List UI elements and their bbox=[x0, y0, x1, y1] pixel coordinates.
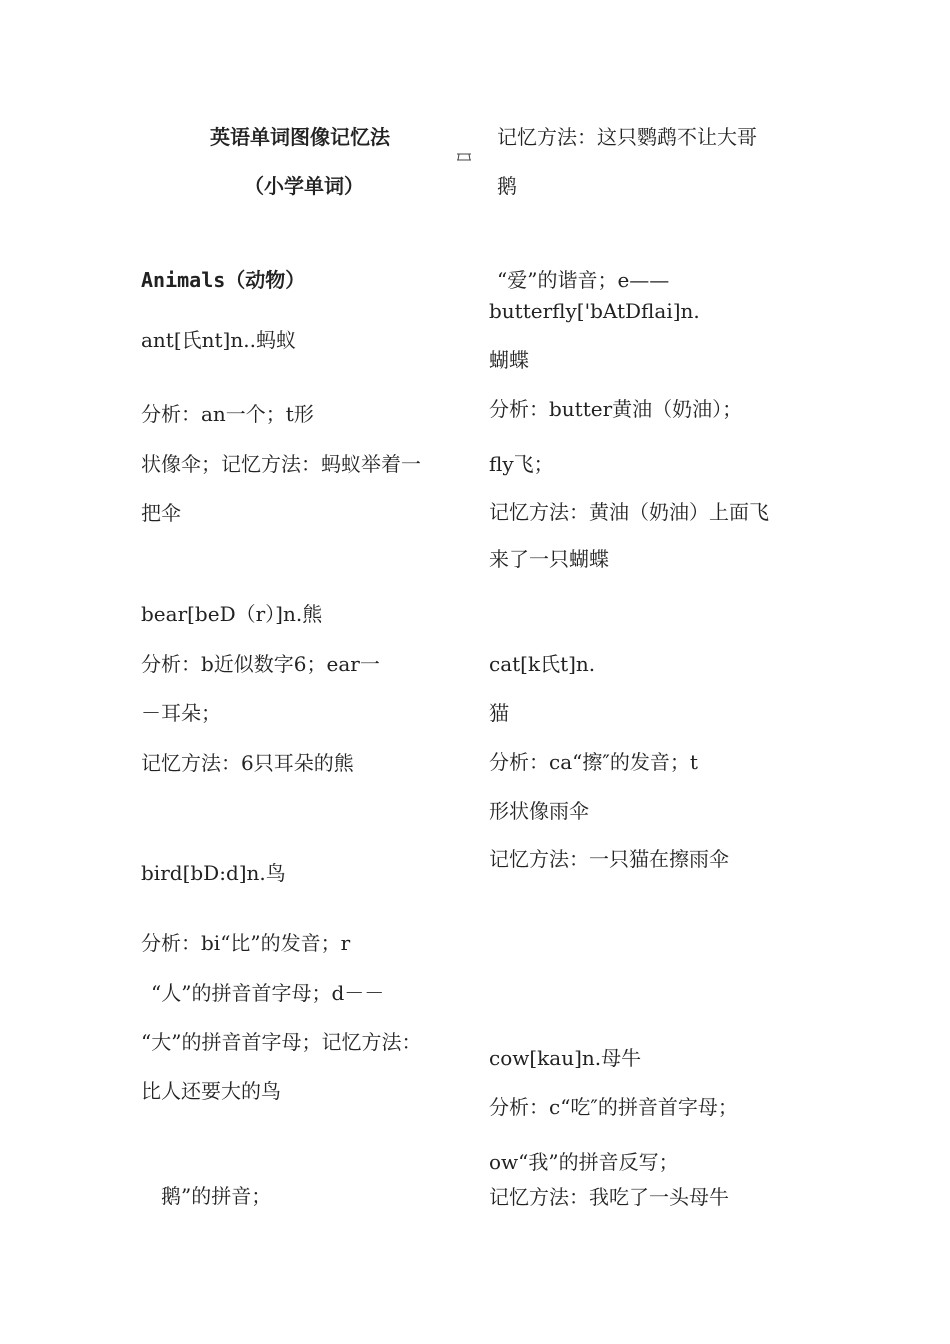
bird-analysis-cont-2: “大”的拼音首字母；记忆方法： bbox=[141, 1030, 422, 1054]
parrot-memory-cont: 鹅 bbox=[497, 174, 517, 198]
word-bird: bird[bD:d]n.鸟 bbox=[141, 861, 286, 885]
goose-fragment: 鹅”的拼音； bbox=[161, 1184, 272, 1208]
butterfly-memory-cont: 来了一只蝴蝶 bbox=[489, 547, 609, 571]
ant-analysis-cont: 状像伞；记忆方法：蚂蚁举着一 bbox=[141, 452, 421, 476]
ant-memory-cont: 把伞 bbox=[141, 501, 181, 525]
word-cat: cat[k氏t]n. bbox=[489, 652, 596, 676]
cow-analysis-cont: ow“我”的拼音反写； bbox=[489, 1150, 679, 1174]
bird-analysis: 分析：bi“比”的发音；r bbox=[141, 931, 351, 955]
ai-homophone: “爱”的谐音；e—— bbox=[497, 268, 670, 292]
parrot-memory: 记忆方法：这只鹦鹉不让大哥 bbox=[497, 125, 757, 149]
cow-memory: 记忆方法：我吃了一头母牛 bbox=[489, 1185, 729, 1209]
butterfly-analysis: 分析：butter黄油（奶油）； bbox=[489, 397, 743, 421]
cat-memory: 记忆方法：一只猫在擦雨伞 bbox=[489, 847, 729, 871]
scan-mark-icon bbox=[456, 152, 472, 162]
document-title: 英语单词图像记忆法 bbox=[210, 125, 390, 149]
butterfly-analysis-cont: fly飞； bbox=[489, 452, 554, 476]
word-ant: ant[氏nt]n..蚂蚁 bbox=[141, 328, 296, 352]
bird-memory: 比人还要大的鸟 bbox=[141, 1079, 281, 1103]
section-heading-animals: Animals（动物） bbox=[141, 268, 306, 292]
cat-analysis-cont: 形状像雨伞 bbox=[489, 799, 589, 823]
word-cow: cow[kau]n.母牛 bbox=[489, 1046, 642, 1070]
cow-analysis: 分析：c“吃″的拼音首字母； bbox=[489, 1095, 738, 1119]
cat-analysis: 分析：ca“擦″的发音；t bbox=[489, 750, 698, 774]
document-subtitle: （小学单词） bbox=[244, 174, 364, 198]
bear-memory: 记忆方法：6只耳朵的熊 bbox=[141, 751, 354, 775]
butterfly-memory: 记忆方法：黄油（奶油）上面飞 bbox=[489, 500, 769, 524]
ant-analysis: 分析：an一个；t形 bbox=[141, 402, 314, 426]
word-bear: bear[beD（r）]n.熊 bbox=[141, 602, 323, 626]
bird-analysis-cont: “人”的拼音首字母；d－－ bbox=[151, 981, 385, 1005]
word-butterfly: butterfly['bAtDflai]n. bbox=[489, 299, 700, 323]
bear-analysis: 分析：b近似数字6；ear一 bbox=[141, 652, 380, 676]
bear-analysis-cont: －耳朵； bbox=[141, 701, 221, 725]
butterfly-meaning: 蝴蝶 bbox=[489, 348, 529, 372]
cat-meaning: 猫 bbox=[489, 701, 509, 725]
